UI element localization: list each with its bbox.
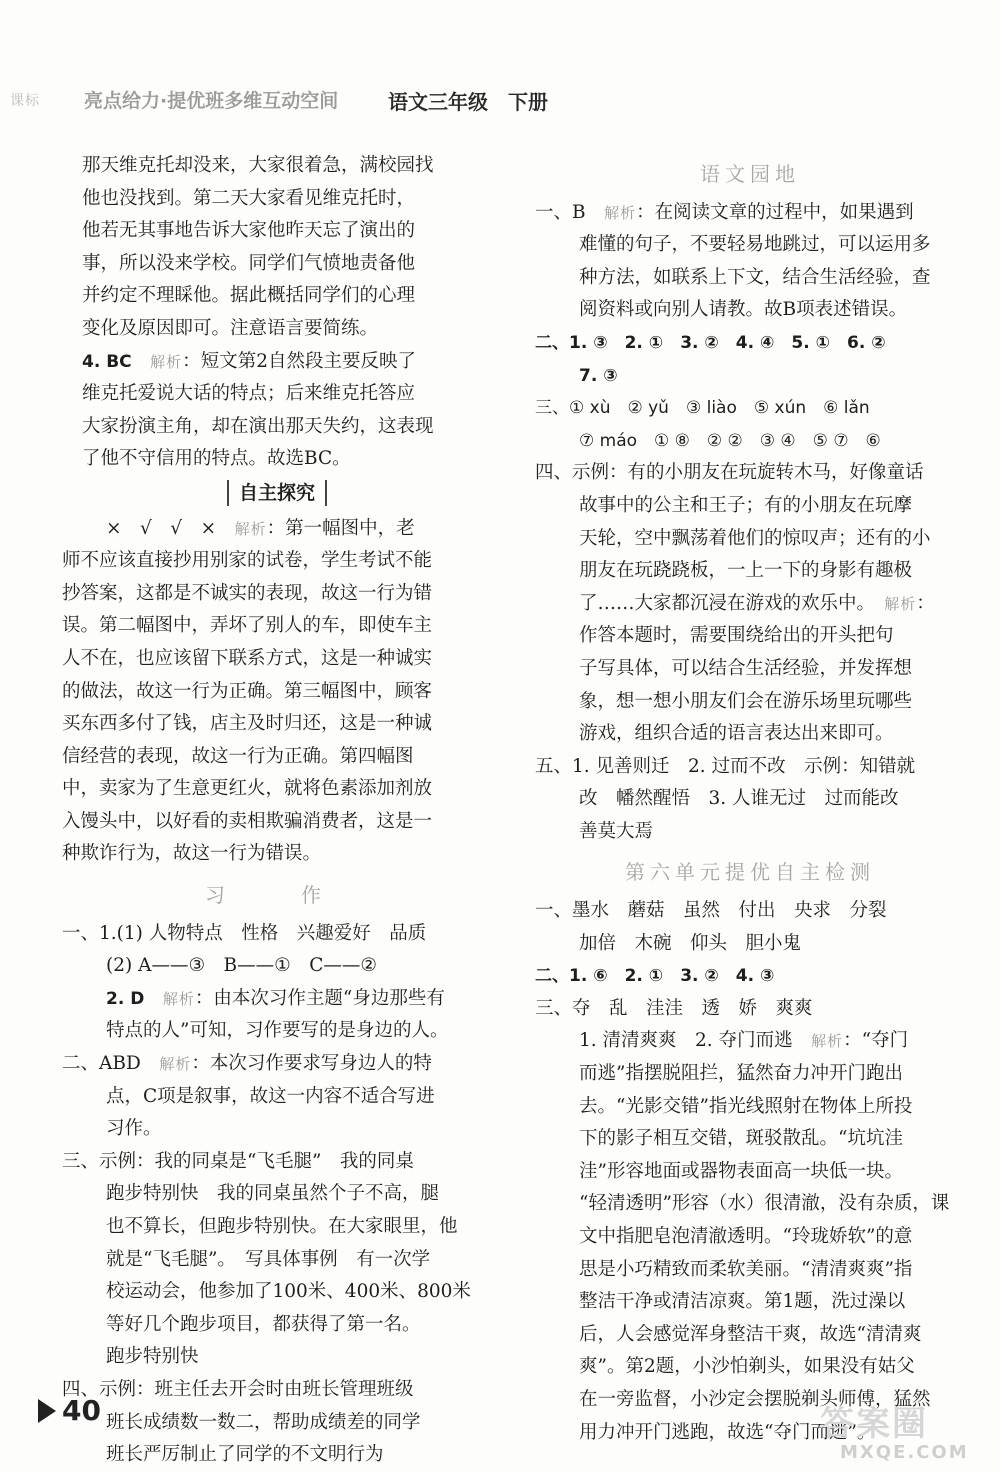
text-line: 种方法，如联系上下文，结合生活经验，查 — [579, 266, 931, 288]
section-title-writing: 习 作 — [205, 883, 349, 908]
text-line: 跑步特别快 我的同桌虽然个子不高，腿 — [106, 1183, 440, 1205]
text-line: 中，卖家为了生意更红火，就将色素添加剂放 — [62, 778, 433, 800]
answer-text: 第一幅图中，老 — [285, 517, 415, 539]
garden-answers — [535, 197, 965, 849]
unit-test-answers — [535, 895, 965, 1449]
text-line: 就是“飞毛腿”。 写具体事例 有一次学 — [106, 1248, 431, 1270]
text-line: 爽”。第2题，小沙怕剃头，如果没有姑父 — [579, 1356, 915, 1378]
section-title-text: 自主探究 — [227, 480, 327, 506]
answer-number: 二、ABD — [62, 1053, 141, 1075]
text-line: 特点的人”可知，习作要写的是身边的人。 — [106, 1020, 449, 1042]
text-line: (2) A——③ B——① C——② — [106, 955, 377, 977]
book-subject: 语文三年级 — [388, 90, 488, 114]
text-line: 抄答案，这都是不诚实的表现，故这一行为错 — [62, 582, 433, 604]
left-column — [62, 150, 492, 1472]
analysis-label: 解析 — [811, 1032, 844, 1051]
answer-text: 了……大家都沉浸在游戏的欢乐中。 — [579, 592, 866, 614]
analysis-label: 解析 — [159, 1055, 192, 1074]
text-line: 也不算长，但跑步特别快。在大家眼里，他 — [106, 1216, 458, 1237]
book-title — [388, 86, 568, 115]
text-line: 天轮，空中飘荡着他们的惊叹声；还有的小 — [579, 527, 931, 549]
answer-4 — [62, 346, 492, 476]
page-number-text: 40 — [62, 1394, 101, 1427]
writing-answers — [62, 918, 492, 1472]
text-line: 加倍 木碗 仰头 胆小鬼 — [579, 932, 802, 954]
text-line: 的做法，故这一行为正确。第三幅图中，顾客 — [62, 680, 433, 702]
text-line: 事，所以没来学校。同学们气愤地责备他 — [82, 252, 416, 274]
text-line: 善莫大焉 — [579, 820, 654, 842]
text-line: 去。“光影交错”指光线照射在物体上所投 — [579, 1095, 913, 1117]
text-line: 洼”形容地面或器物表面高一块低一块。 — [579, 1160, 903, 1182]
text-line: 7. ③ — [579, 365, 618, 386]
text-line: 一、1.(1) 人物特点 性格 兴趣爱好 品质 — [62, 922, 427, 944]
text-line: 习作。 — [106, 1118, 162, 1140]
text-line: 游戏，组织合适的语言表达出来即可。 — [579, 723, 894, 745]
text-line: 大家扮演主角，却在演出那天失约，这表现 — [82, 415, 434, 437]
answer-number: 1. 清清爽爽 2. 夺门而逃 — [579, 1030, 793, 1052]
text-line: 误。第二幅图中，弄坏了别人的车，即使车主 — [62, 615, 433, 637]
watermark-url: MXQE.COM — [840, 1442, 969, 1463]
text-line: 三、夺 乱 洼洼 透 娇 爽爽 — [535, 997, 813, 1019]
pinyin-line: 三、① xù ② yǔ ③ liào ⑤ xún ⑥ lǎn — [535, 398, 870, 419]
section-title-garden: 语文园地 — [700, 162, 800, 186]
answer-number: 2. D — [106, 988, 145, 1009]
text-line: 子写具体，可以结合生活经验，并发挥想 — [579, 657, 913, 679]
header-stamp: 课标 — [10, 93, 40, 109]
text-line: 点，C项是叙事，故这一内容不适合写进 — [106, 1085, 435, 1107]
text-line: 在一旁监督，小沙定会摆脱剃头师傅，猛然 — [579, 1388, 931, 1410]
text-line: 用力冲开门逃跑，故选“夺门而逃”。 — [579, 1421, 876, 1443]
analysis-label: 解析 — [884, 594, 917, 613]
text-line: 难懂的句子，不要轻易地跳过，可以运用多 — [579, 234, 931, 256]
text-line: 等好几个跑步项目，都获得了第一名。 — [106, 1313, 421, 1335]
text-line: 1. 清清爽爽 2. 夺门而逃 解析：“夺门 — [579, 1030, 909, 1052]
answer-text: 本次习作要求写身边人的特 — [209, 1053, 432, 1075]
text-line: 一、B 解析：在阅读文章的过程中，如果遇到 — [535, 201, 914, 223]
text-line: 而逃”指摆脱阻拦，猛然奋力冲开门跑出 — [579, 1063, 903, 1085]
text-line: 人不在，也应该留下联系方式，这是一种诚实 — [62, 647, 433, 669]
text-line: 思是小巧精致而柔软美丽。“清清爽爽”指 — [579, 1258, 913, 1280]
text-line: 师不应该直接抄用别家的试卷，学生考试不能 — [62, 550, 433, 572]
text-line: 一、墨水 蘑菇 虽然 付出 央求 分裂 — [535, 900, 887, 922]
judgment-marks: × √ √ × — [106, 517, 217, 539]
answer-text: 短文第2自然段主要反映了 — [200, 350, 416, 372]
text-line: 了……大家都沉浸在游戏的欢乐中。 解析： — [579, 592, 935, 614]
text-line: 入馒头中，以好看的卖相欺骗消费者，这是一 — [62, 810, 433, 832]
text-line: 二、1. ③ 2. ① 3. ② 4. ④ 5. ① 6. ② — [535, 332, 886, 353]
text-line: 文中指肥皂泡清澈透明。“玲珑娇软”的意 — [579, 1226, 913, 1247]
answer-number: 一、B — [535, 201, 586, 223]
page-number — [38, 1394, 101, 1427]
text-line: 作答本题时，需要围绕给出的开头把句 — [579, 625, 894, 647]
answer-number: 4. BC — [82, 351, 132, 372]
section-title-explore — [62, 478, 492, 511]
series-brand: 亮点给力·提优班多维互动空间 — [84, 90, 339, 112]
text-line: 跑步特别快 — [106, 1346, 199, 1368]
text-line: 维克托爱说大话的特点；后来维克托答应 — [82, 383, 416, 405]
text-line: 四、示例：班主任去开会时由班长管理班级 — [62, 1378, 414, 1400]
text-line: × √ √ × 解析：第一幅图中，老 — [106, 517, 415, 539]
pinyin-line: ⑦ máo ① ⑧ ② ② ③ ④ ⑤ ⑦ ⑥ — [579, 430, 881, 451]
text-line: “轻清透明”形容（水）很清澈，没有杂质，课 — [579, 1193, 950, 1215]
text-line: 他也没找到。第二天大家看见维克托时， — [82, 187, 416, 209]
text-line: 朋友在玩跷跷板，一上一下的身影有趣极 — [579, 560, 913, 582]
text-line: 班长严厉制止了同学的不文明行为 — [106, 1444, 384, 1466]
text-line: 信经营的表现，故这一行为正确。第四幅图 — [62, 745, 414, 767]
answer-text: 在阅读文章的过程中，如果遇到 — [654, 201, 914, 223]
text-line: 二、1. ⑥ 2. ① 3. ② 4. ③ — [535, 966, 775, 987]
answer-text: 由本次习作主题“身边那些有 — [213, 987, 445, 1009]
right-column — [535, 150, 965, 1449]
text-line: 了他不守信用的特点。故选BC。 — [82, 448, 351, 470]
text-line: 2. D 解析：由本次习作主题“身边那些有 — [106, 987, 445, 1009]
page-header — [0, 86, 1000, 120]
analysis-label: 解析 — [162, 989, 195, 1008]
analysis-label: 解析 — [150, 352, 183, 371]
watermark-logo: 答案圈 — [820, 1404, 928, 1444]
text-line: 三、示例：我的同桌是“飞毛腿” 我的同桌 — [62, 1150, 414, 1172]
text-line: 象，想一想小朋友们会在游乐场里玩哪些 — [579, 690, 913, 712]
text-line: 校运动会，他参加了100米、400米、800米 — [106, 1281, 471, 1303]
text-line: 二、ABD 解析：本次习作要求写身边人的特 — [62, 1053, 432, 1075]
arrow-right-icon — [38, 1399, 56, 1423]
text-line: 四、示例：有的小朋友在玩旋转木马，好像童话 — [535, 462, 924, 484]
analysis-label: 解析 — [234, 519, 267, 538]
text-line: 下的影子相互交错，斑驳散乱。“坑坑洼 — [579, 1128, 903, 1150]
section-title-unit-test: 第六单元提优自主检测 — [625, 860, 875, 885]
answer-text: “夺门 — [861, 1030, 909, 1052]
text-line: 五、1. 见善则迁 2. 过而不改 示例：知错就 — [535, 755, 916, 777]
text-line: 变化及原因即可。注意语言要简练。 — [82, 317, 379, 339]
text-line: 班长成绩数一数二，帮助成绩差的同学 — [106, 1411, 421, 1433]
text-line: 故事中的公主和王子；有的小朋友在玩摩 — [579, 494, 913, 516]
text-line: 种欺诈行为，故这一行为错误。 — [62, 843, 322, 865]
text-line: 整洁干净或清洁凉爽。第1题，洗过澡以 — [579, 1291, 906, 1313]
text-line: 他若无其事地告诉大家他昨天忘了演出的 — [82, 220, 416, 242]
text-line: 后，人会感觉浑身整洁干爽，故选“清清爽 — [579, 1323, 922, 1345]
text-line: 4. BC 解析：短文第2自然段主要反映了 — [82, 350, 416, 372]
explore-answer — [62, 513, 492, 872]
answer-3-continuation — [62, 150, 492, 346]
book-volume: 下册 — [508, 90, 548, 114]
text-line: 买东西多付了钱，店主及时归还，这是一种诚 — [62, 713, 433, 735]
text-line: 并约定不理睬他。据此概括同学们的心理 — [82, 285, 416, 307]
text-line: 改 幡然醒悟 3. 人谁无过 过而能改 — [579, 788, 899, 810]
analysis-label: 解析 — [604, 203, 637, 222]
text-line: 阅资料或向别人请教。故B项表述错误。 — [579, 299, 908, 321]
text-line: 那天维克托却没来，大家很着急，满校园找 — [82, 155, 434, 176]
